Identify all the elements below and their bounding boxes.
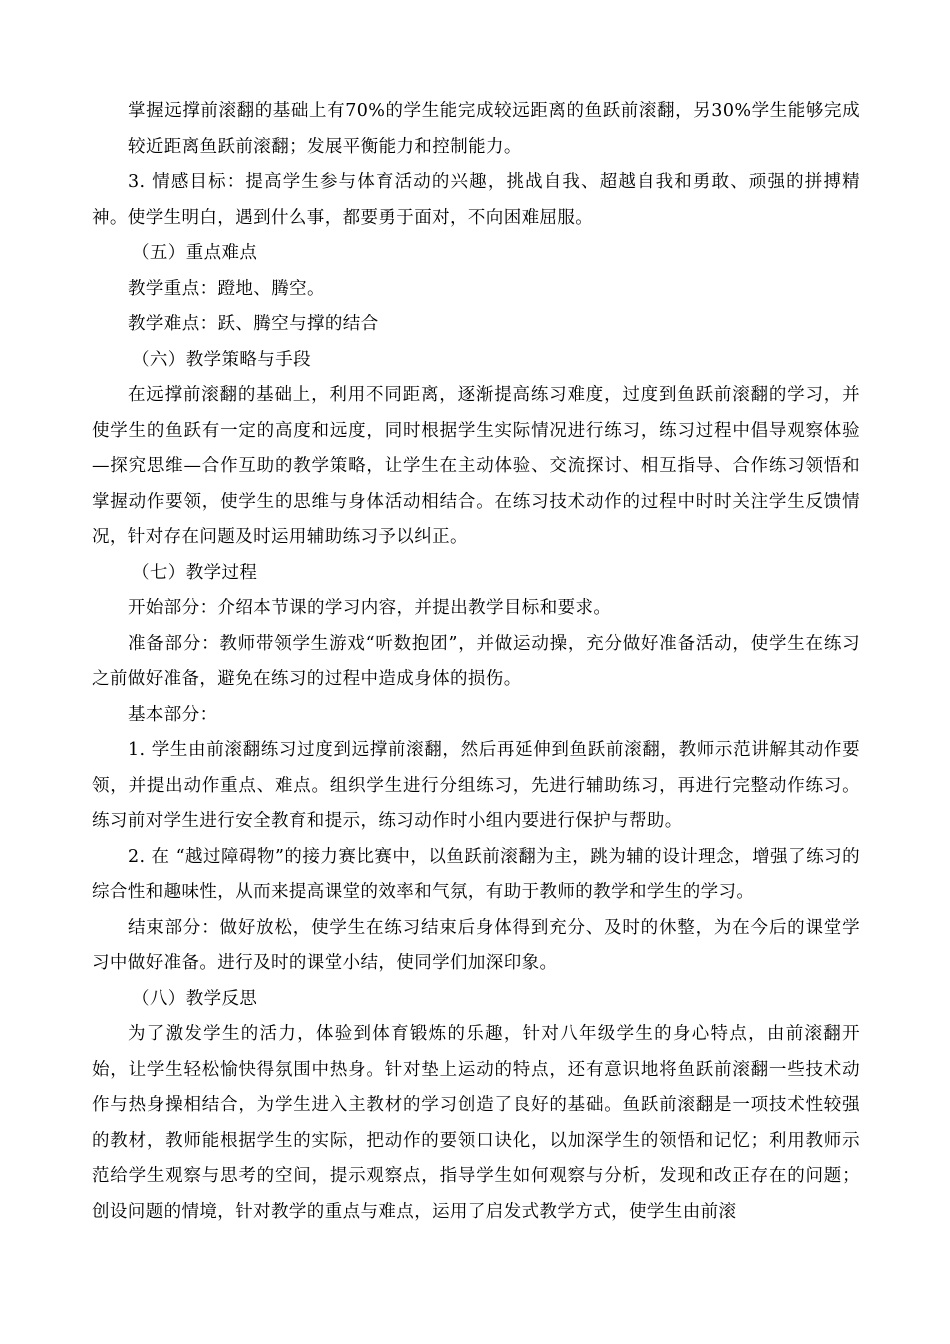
heading-process: （七）教学过程 (132, 562, 258, 583)
paragraph-teaching-focus: 教学重点：蹬地、腾空。 (128, 278, 325, 299)
paragraph-teaching-difficulty: 教学难点：跃、腾空与撑的结合 (128, 314, 379, 334)
paragraph-preparation: 准备部分：教师带领学生游戏“听数抱团”，并做运动操，充分做好准备活动，使学生在练习之前做好准备，避免在练习的过程中造成身体的损伤。 (92, 633, 860, 689)
paragraph-strategy: 在远撑前滚翻的基础上，利用不同距离，逐渐提高练习难度，过度到鱼跃前滚翻的学习，并使学生的鱼跃有一定的高度和远度，同时根据学生实际情况进行练习，练习过程中倡导观察体验—探究思维—合作互助的教学策略，让学生在主动体验、交流探讨、相互指导、合作练习领悟和掌握动作要领，使学生的思维与身体活动相结合。在练习技术动作的过程中时时关注学生反馈情况，针对存在问题及时运用辅助练习予以纠正。 (92, 385, 860, 547)
paragraph-ending: 结束部分：做好放松，使学生在练习结束后身体得到充分、及时的休整，为在今后的课堂学习中做好准备。进行及时的课堂小结，使同学们加深印象。 (92, 917, 860, 973)
paragraph-emotion-goal: 3. 情感目标：提高学生参与体育活动的兴趣，挑战自我、超越自我和勇敢、顽强的拼搏精神。使学生明白，遇到什么事，都要勇于面对，不向困难屈服。 (92, 172, 860, 228)
heading-key-points: （五）重点难点 (132, 243, 258, 263)
heading-reflection: （八）教学反思 (132, 988, 258, 1009)
paragraph-basic-item-1: 1. 学生由前滚翻练习过度到远撑前滚翻，然后再延伸到鱼跃前滚翻，教师示范讲解其动作要领，并提出动作重点、难点。组织学生进行分组练习，先进行辅助练习，再进行完整动作练习。练习前对学生进行安全教育和提示，练习动作时小组内要进行保护与帮助。 (92, 740, 860, 831)
paragraph-basic-label: 基本部分： (128, 704, 218, 725)
heading-strategy: （六）教学策略与手段 (132, 349, 311, 370)
paragraph-basic-item-2: 2. 在 “越过障碍物”的接力赛比赛中，以鱼跃前滚翻为主，跳为辅的设计理念，增强了练习的综合性和趣味性，从而来提高课堂的效率和气氛，有助于教师的教学和学生的学习。 (92, 846, 860, 902)
paragraph-skill-goal-continued: 掌握远撑前滚翻的基础上有70%的学生能完成较远距离的鱼跃前滚翻，另30%学生能够完成较近距离鱼跃前滚翻；发展平衡能力和控制能力。 (128, 101, 860, 157)
document-page (92, 94, 860, 1230)
paragraph-opening: 开始部分：介绍本节课的学习内容，并提出教学目标和要求。 (128, 598, 612, 618)
paragraph-reflection: 为了激发学生的活力，体验到体育锻炼的乐趣，针对八年级学生的身心特点，由前滚翻开始，让学生轻松愉快得氛围中热身。针对垫上运动的特点，还有意识地将鱼跃前滚翻一些技术动作与热身操相结合，为学生进入主教材的学习创造了良好的基础。鱼跃前滚翻是一项技术性较强的教材，教师能根据学生的实际，把动作的要领口诀化，以加深学生的领悟和记忆；利用教师示范给学生观察与思考的空间，提示观察点，指导学生如何观察与分析，发现和改正存在的问题；创设问题的情境，针对教学的重点与难点，运用了启发式教学方式，使学生由前滚 (92, 1024, 860, 1222)
